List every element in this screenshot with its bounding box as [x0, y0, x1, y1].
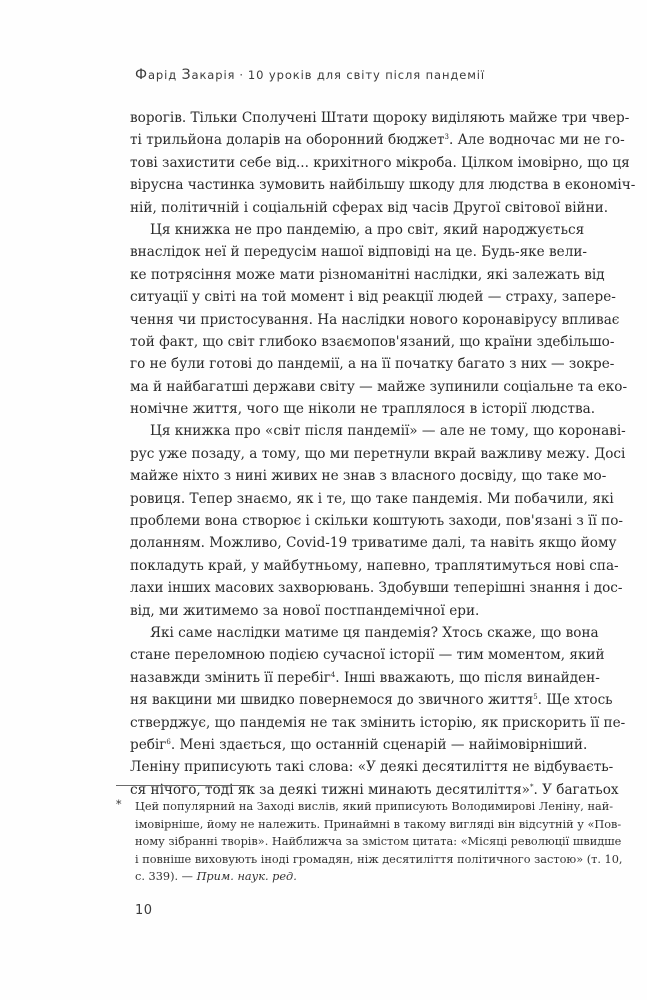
footnote-line: [135, 868, 569, 886]
line-text: імовірніше, йому не належить. Принаймні в такому вигляді він відсутній у «Пов-: [135, 817, 622, 831]
line-text: номічне життя, чого ще ніколи не траплялося в історії людства.: [130, 401, 596, 418]
line-text: ворогів. Тільки Сполучені Штати щороку виділяють майже три чвер-: [130, 110, 630, 126]
line-text: ровиця. Тепер знаємо, як і те, що таке пандемія. Ми побачили, які: [130, 490, 614, 507]
text-line: [130, 420, 626, 442]
text-line: [130, 353, 615, 375]
line-text: той факт, що світ глибоко взаємопов'язаний, що країни здебільшо-: [130, 333, 615, 350]
line-text: . У багатьох: [533, 781, 619, 798]
line-text: Цей популярний на Заході вислів, який приписують Володимирові Леніну, най-: [135, 800, 614, 813]
author-last-name: акарія: [191, 68, 236, 82]
paragraph: [130, 219, 628, 421]
line-text: і повніше виховують іноді громадян, ніж десятиліття політичного застою» (т. 10,: [135, 852, 623, 866]
footnote: [116, 798, 623, 886]
line-text: го не були готові до пандемії, а на її початку багато з них — зокре-: [130, 356, 615, 373]
line-text: Леніну приписують такі слова: «У деякі десятиліття не відбуваєть-: [130, 759, 614, 776]
text-line: [130, 510, 623, 532]
text-line: [130, 376, 628, 398]
footnote-reference[interactable]: 4: [330, 670, 336, 679]
footnote-marker: *: [116, 798, 122, 811]
text-line: [130, 488, 614, 510]
line-text: від, ми житимемо за нової постпандемічної ери.: [130, 602, 480, 619]
footnote-body: [135, 798, 623, 886]
line-text: ті трильйона доларів на оборонний бюджет: [130, 132, 445, 149]
body-text: [130, 107, 636, 801]
text-line: [130, 398, 596, 420]
footnote-reference[interactable]: 5: [533, 693, 538, 702]
paragraph: [130, 107, 636, 219]
line-text: ся нічого, тоді як за деякі тижні минають десятиліття»: [130, 781, 530, 798]
line-text: тові захистити себе від... крихітного мікроба. Цілком імовірно, що ця: [130, 154, 630, 171]
author-initial: Ф: [135, 67, 148, 83]
footnote-reference[interactable]: 3: [444, 133, 449, 142]
text-line: [130, 443, 626, 465]
paragraph: [130, 420, 626, 622]
line-text: стверджує, що пандемія не так змінить історію, як прискорить її пе-: [130, 714, 626, 731]
line-text: . Мені здається, що останній сценарій — найімовірніший.: [170, 736, 588, 753]
line-text: Ця книжка не про пандемію, а про світ, який народжується: [150, 221, 585, 238]
text-line: [130, 286, 616, 308]
line-text: Ця книжка про «світ після пандемії» — але не тому, що коронаві-: [150, 423, 626, 440]
author-initial: З: [181, 67, 192, 83]
text-line: [130, 555, 619, 577]
text-line: [130, 331, 615, 353]
line-text: чення чи пристосування. На наслідки нового коронавірусу впливає: [130, 311, 620, 328]
text-line: [130, 219, 585, 241]
text-line: [130, 734, 588, 756]
text-line: [130, 667, 600, 689]
text-line: [130, 107, 630, 129]
text-line: [130, 264, 605, 286]
text-line: [130, 174, 636, 196]
header-separator: ·: [239, 68, 244, 82]
paragraph: [130, 622, 626, 801]
line-text: ному зібранні творів». Найближча за змістом цитата: «Місяці революції швидше: [135, 835, 622, 849]
text-line: [130, 152, 630, 174]
line-text: ня вакцини ми швидко повернемося до звичного життя: [130, 692, 534, 709]
line-text: . Але водночас ми не го-: [448, 132, 625, 149]
footnote-line: [135, 798, 614, 816]
line-text: ребіг: [130, 736, 167, 753]
footnote-reference[interactable]: 6: [166, 737, 171, 746]
line-text: ма й найбагатші держави світу — майже зупинили соціальне та еко-: [130, 378, 628, 395]
text-line: [130, 532, 617, 554]
line-text: майже ніхто з нині живих не знав з власного досвіду, що таке мо-: [130, 468, 607, 485]
line-text: покладуть край, у майбутньому, напевно, траплятимуться нові спа-: [130, 557, 619, 574]
text-line: [130, 712, 626, 734]
line-text: Які саме наслідки матиме ця пандемія? Хтось скаже, що вона: [150, 624, 599, 641]
line-text: назавжди змінить її перебіг: [130, 669, 331, 686]
text-line: [130, 241, 588, 263]
footnote-line: [135, 851, 623, 869]
line-text: проблеми вона створює і скільки коштують заходи, пов'язані з її по-: [130, 513, 623, 530]
line-text: вірусна частинка зумовить найбільшу шкоду для людства в економіч-: [130, 177, 636, 194]
line-text: стане переломною подією сучасної історії — тим моментом, який: [130, 647, 605, 664]
page-number: 10: [135, 903, 153, 918]
editor-note-attribution: Прим. наук. ред.: [196, 870, 297, 884]
footnote-line: [135, 816, 622, 834]
text-line: [130, 309, 620, 331]
line-text: с. 339). —: [135, 870, 197, 884]
line-text: внаслідок неї й передусім нашої відповіді на це. Будь-яке вели-: [130, 244, 588, 261]
text-line: [130, 129, 625, 151]
line-text: лахи інших масових захворювань. Здобувши теперішні знання і дос-: [130, 580, 623, 597]
line-text: . Ще хтось: [537, 692, 613, 709]
text-line: [130, 689, 613, 711]
text-line: [130, 600, 570, 622]
line-text: рус уже позаду, а тому, що ми перетнули вкрай важливу межу. Досі: [130, 445, 626, 462]
line-text: . Інші вважають, що після винайден-: [335, 669, 600, 686]
text-line: [130, 756, 614, 778]
line-text: ній, політичній і соціальній сферах від часів Другої світової війни.: [130, 199, 609, 216]
footnote-line: [135, 833, 622, 851]
text-line: [130, 197, 609, 219]
text-line: [130, 465, 607, 487]
author-name: [135, 68, 235, 82]
footnote-divider: [116, 785, 250, 786]
text-line: [130, 622, 599, 644]
line-text: доланням. Можливо, Covid-19 триватиме далі, та навіть якщо йому: [130, 535, 617, 552]
author-first-name: арід: [147, 68, 182, 82]
running-header: [135, 67, 485, 83]
text-line: [130, 577, 623, 599]
line-text: ситуації у світі на той момент і від реакції людей — страху, запере-: [130, 289, 616, 306]
text-line: [130, 644, 605, 666]
line-text: ке потрясіння може мати різноманітні наслідки, які залежать від: [130, 266, 605, 283]
book-title: 10 уроків для світу після пандемії: [247, 68, 485, 82]
footnote-reference[interactable]: *: [529, 782, 534, 791]
